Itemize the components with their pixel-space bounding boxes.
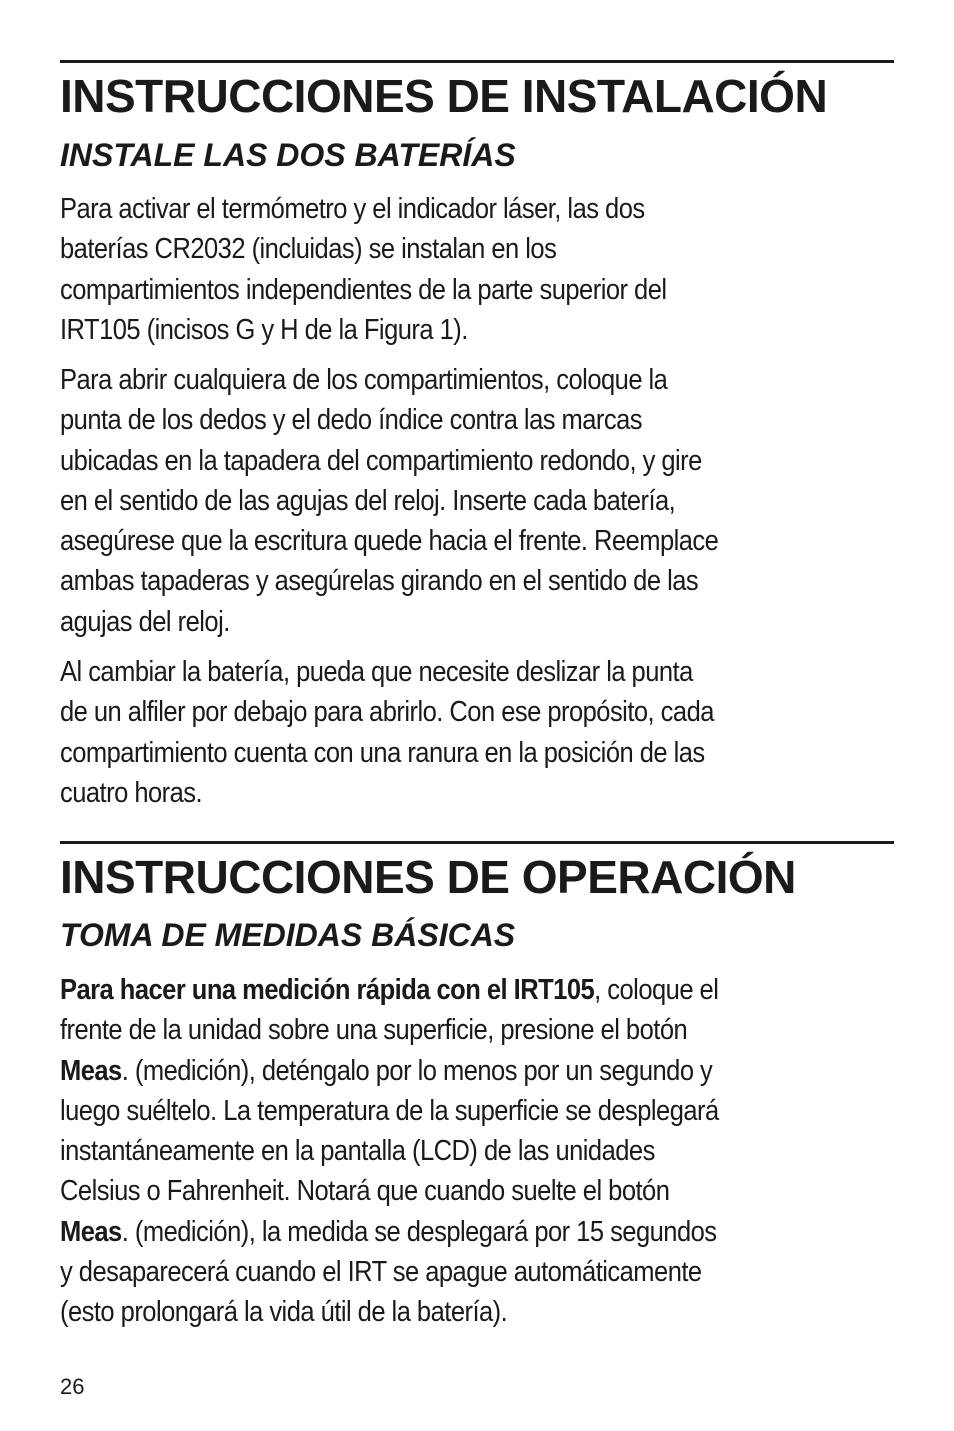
paragraph-line: agujas del reloj. bbox=[60, 605, 230, 638]
paragraph-change-battery bbox=[60, 652, 894, 813]
paragraph-line: Celsius o Fahrenheit. Notará que cuando suelte el botón bbox=[60, 1175, 670, 1208]
paragraph-line: punta de los dedos y el dedo índice contra las marcas bbox=[60, 404, 643, 437]
paragraph-activate bbox=[60, 189, 894, 350]
meas-button-name: Meas bbox=[60, 1054, 122, 1087]
paragraph-line: de un alfiler por debajo para abrirlo. Con ese propósito, cada bbox=[60, 696, 714, 729]
meas-button-name: Meas bbox=[60, 1215, 122, 1248]
paragraph-line: Para abrir cualquiera de los compartimientos, coloque la bbox=[60, 364, 668, 396]
page-number: 26 bbox=[60, 1374, 85, 1399]
paragraph-line: Meas. (medición), la medida se desplegará por 15 segundos bbox=[60, 1215, 717, 1248]
paragraph-line: (esto prolongará la vida útil de la batería). bbox=[60, 1296, 508, 1329]
paragraph-line: ambas tapaderas y asegúrelas girando en el sentido de las bbox=[60, 565, 699, 598]
paragraph-line: frente de la unidad sobre una superficie, presione el botón bbox=[60, 1014, 688, 1047]
section-rule-operation bbox=[60, 841, 894, 844]
paragraph-line: Al cambiar la batería, pueda que necesite deslizar la punta bbox=[60, 656, 693, 688]
paragraph-line: Para hacer una medición rápida con el IRT105, coloque el bbox=[60, 974, 719, 1006]
subheading-basic-measurement: TOMA DE MEDIDAS BÁSICAS bbox=[60, 917, 516, 953]
paragraph-line: y desaparecerá cuando el IRT se apague automáticamente bbox=[60, 1256, 702, 1289]
heading-installation: INSTRUCCIONES DE INSTALACIÓN bbox=[60, 70, 828, 122]
paragraph-line: en el sentido de las agujas del reloj. Inserte cada batería, bbox=[60, 484, 676, 517]
paragraph-line: compartimiento cuenta con una ranura en la posición de las bbox=[60, 736, 705, 769]
heading-operation: INSTRUCCIONES DE OPERACIÓN bbox=[60, 851, 796, 903]
paragraph-line: baterías CR2032 (incluidas) se instalan en los bbox=[60, 233, 557, 266]
paragraph-line: luego suéltelo. La temperatura de la superficie se desplegará bbox=[60, 1094, 719, 1127]
paragraph-line: asegúrese que la escritura quede hacia el frente. Reemplace bbox=[60, 525, 719, 558]
section-rule-installation bbox=[60, 60, 894, 63]
bold-phrase: Para hacer una medición rápida con el IRT105 bbox=[60, 974, 595, 1006]
paragraph-line: compartimientos independientes de la parte superior del bbox=[60, 273, 667, 306]
paragraph-line: ubicadas en la tapadera del compartimiento redondo, y gire bbox=[60, 444, 702, 477]
paragraph-line: IRT105 (incisos G y H de la Figura 1). bbox=[60, 313, 468, 346]
paragraph-line: Meas. (medición), deténgalo por lo menos por un segundo y bbox=[60, 1054, 713, 1087]
paragraph-line: Para activar el termómetro y el indicador láser, las dos bbox=[60, 193, 645, 225]
paragraph-open-compartment bbox=[60, 360, 894, 642]
paragraph-line: cuatro horas. bbox=[60, 776, 203, 809]
subheading-install-batteries: INSTALE LAS DOS BATERÍAS bbox=[60, 137, 516, 173]
paragraph-quick-measurement bbox=[60, 970, 894, 1333]
paragraph-line: instantáneamente en la pantalla (LCD) de las unidades bbox=[60, 1135, 655, 1168]
